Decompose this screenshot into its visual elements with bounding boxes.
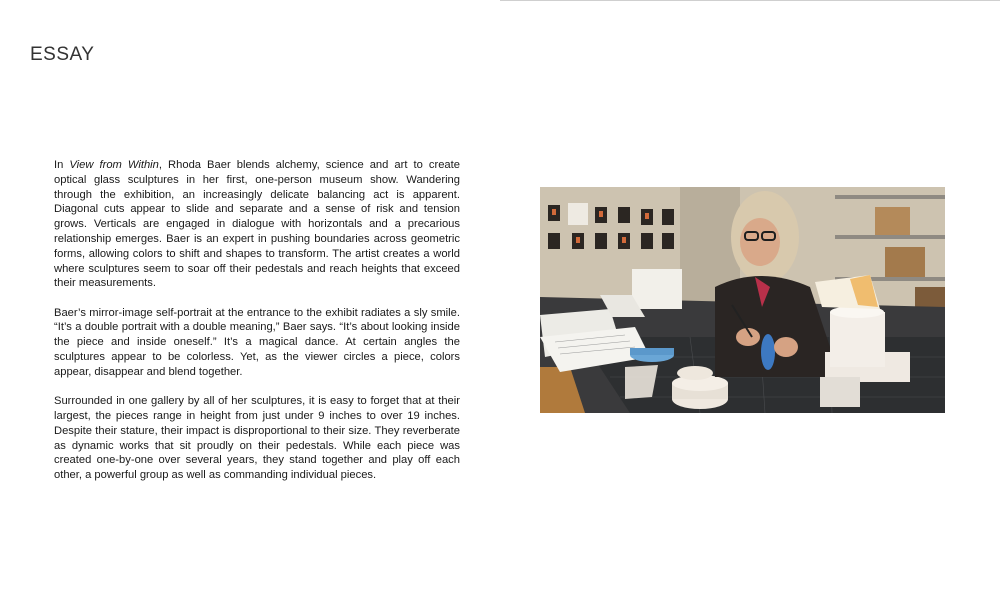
top-divider	[500, 0, 1000, 1]
essay-p1-intro: In	[54, 159, 70, 171]
essay-paragraph-2: Baer’s mirror-image self-portrait at the entrance to the exhibit radiates a sly smile. “It’s a double portrait with a double meaning,” Baer says. “It’s about looking inside the piece and inside oneself.” It’s a magical dance. At certain angles the sculptures appear to be colorless. Yet, as the viewer circles a piece, colors appear, disappear and blend together.	[54, 306, 460, 378]
artist-studio-photo	[540, 187, 945, 413]
essay-paragraph-1	[54, 158, 460, 291]
essay-body	[54, 158, 460, 497]
essay-paragraph-3: Surrounded in one gallery by all of her sculptures, it is easy to forget that at their largest, the pieces range in height from just under 9 inches to over 19 inches. Despite their stature, their impact is disproportional to their size. They reverberate as dynamic works that sit proudly on their pedestals. While each piece was created one-by-one over several years, they stand together and play off each other, a powerful group as well as commanding individual pieces.	[54, 395, 460, 482]
page-title: ESSAY	[30, 44, 95, 65]
exhibition-title: View from Within	[69, 159, 159, 171]
essay-p1-rest: , Rhoda Baer blends alchemy, science and art to create optical glass sculptures in her first, one-person museum show. Wandering through the exhibition, an increasingly delicate balancing act is apparent. Diagonal cuts appear to slide and separate and a sense of risk and tension grows. Verticals are engaged in dialogue with horizontals and a precarious relationship emerges. Baer is an expert in pushing boundaries across geometric forms, allowing colors to shift and shapes to transform. The artist creates a world where sculptures seem to soar off their pedestals and reach heights that exceed their measurements.	[54, 159, 460, 290]
